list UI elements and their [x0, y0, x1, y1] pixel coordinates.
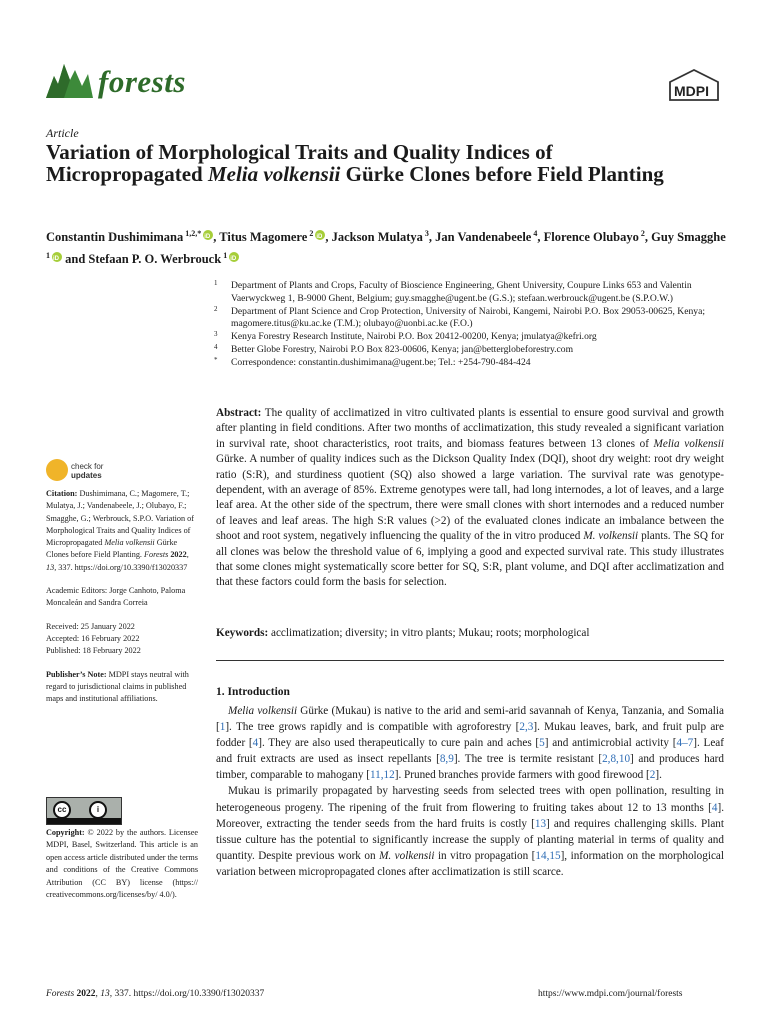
citation-link[interactable]: 14,15 — [535, 849, 561, 862]
affiliation-item — [214, 357, 726, 370]
academic-editors: Academic Editors: Jorge Canhoto, Paloma Moncaleán and Sandra Correia — [46, 586, 186, 608]
note-text: MDPI stays neutral with regard to jurisdictional claims in published maps and institutional affiliations. — [46, 669, 189, 704]
author-name: Florence Olubayo — [543, 230, 639, 245]
paragraph — [216, 783, 724, 880]
affiliation-marker: 3 — [214, 330, 218, 339]
author-affiliation-marker: 1 — [221, 251, 228, 261]
footer-doi: 337. https://doi.org/10.3390/f13020337 — [112, 989, 265, 999]
section-divider — [216, 660, 724, 661]
author-name: Jan Vandenabeele — [435, 230, 532, 245]
author-name: Guy Smagghe — [651, 230, 726, 245]
affiliation-text: Department of Plant Science and Crop Protection, University of Nairobi, Kangemi, Nairobi P.O. Box 29053-00625, Kenya; magomere.titus@ku.ac.ke (T.M.); olubayo@uonbi.ac.ke (F.O.) — [231, 305, 705, 330]
article-type: Article — [46, 126, 79, 140]
orcid-icon[interactable] — [203, 230, 213, 240]
author-affiliation-marker: 1 — [46, 251, 50, 261]
author-affiliation-marker: 3 — [422, 229, 429, 238]
affiliation-item — [214, 306, 726, 332]
abstract-text: Gürke. A number of quality indices such as the Dickson Quality Index (DQI), shoot dry weight: root dry weight ratio (S:R), and sturdiness quotient (SQ) also showed a large variation. The survival rate was genotype-dependent, with an average of 85%. Extreme genotypes were tall, had long internodes, a lot of leaves, and a large leaf area. At the other side of the spectrum, there were small clones with short internodes and a reduced number of leaves and leaf areas. The high S:R values (>2) of the evaluated clones indicate an imbalance between the shoot and root system, negatively influencing the quality of the in vitro produced — [216, 453, 724, 543]
citation-link[interactable]: 4 — [711, 801, 718, 814]
citation-journal: Forests — [144, 550, 169, 560]
copyright-notice — [46, 827, 198, 901]
author-affiliation-marker: 4 — [531, 229, 538, 238]
journal-name: forests — [98, 64, 186, 99]
affiliation-marker: 1 — [214, 279, 218, 287]
text: ]. Moreover, extracting the tender seeds from the hard fruits is costly [ — [216, 801, 724, 830]
affiliation-item — [214, 331, 726, 344]
check-updates-icon — [46, 459, 68, 481]
citation-volume: , 13, — [46, 550, 189, 572]
species-name: M. volkensii — [379, 849, 435, 862]
cc-icon: cc — [53, 801, 71, 819]
text: Gürke (Mukau) is native to the arid and semi-arid savannah of Kenya, Tanzania, and Somalia [ — [216, 705, 724, 734]
dates-block — [46, 621, 198, 658]
text: ]. — [655, 769, 662, 782]
author-affiliation-marker: 2 — [307, 229, 314, 238]
text: ], information on the morphological variation between micropropagated clones after acclimatization is still scarce. — [216, 849, 724, 878]
title-part: Variation of Morphological Traits and Quality Indices of Micropropagated — [46, 140, 553, 186]
orcid-icon[interactable] — [52, 252, 62, 262]
orcid-icon[interactable] — [229, 252, 239, 262]
attribution-icon: i — [89, 801, 107, 819]
citation-link[interactable]: 2,3 — [519, 721, 534, 734]
species-name: Melia volkensii — [228, 705, 298, 717]
abstract-species: M. volkensii — [583, 530, 639, 543]
published-date: Published: 18 February 2022 — [46, 646, 141, 656]
citation-link[interactable]: 8,9 — [439, 753, 454, 766]
received-date: Received: 25 January 2022 — [46, 621, 135, 631]
journal-logo — [44, 58, 244, 108]
paragraph — [216, 703, 724, 783]
introduction-body — [216, 703, 724, 880]
text: ] and requires challenging skills. Plant tissue culture has the potential to significantly increase the supply of planting material in terms of quality and quantity. Despite previous work on — [216, 817, 724, 862]
citation-species: Melia volkensii — [104, 538, 155, 548]
affiliation-text: Better Globe Forestry, Nairobi P.O Box 823-00606, Kenya; jan@betterglobeforestry.com — [231, 343, 574, 355]
section-heading: 1. Introduction — [216, 686, 290, 698]
check-for-updates-button[interactable] — [46, 459, 166, 485]
abstract-label: Abstract: — [216, 407, 262, 419]
footer-journal: Forests — [46, 989, 75, 999]
cc-by-license-icon[interactable] — [46, 797, 122, 825]
keywords-label: Keywords: — [216, 627, 269, 639]
author-affiliation-marker: 1,2,* — [183, 229, 202, 238]
note-label: Publisher’s Note: — [46, 669, 107, 679]
author-affiliation-marker: 2 — [638, 229, 645, 238]
author-name: Jackson Mulatya — [331, 230, 423, 245]
check-line: check for — [71, 462, 104, 471]
citation-link[interactable]: 4 — [252, 737, 259, 750]
text: ]. They are also used therapeutically to cure pain and aches [ — [258, 737, 540, 750]
footer-journal-url[interactable]: https://www.mdpi.com/journal/forests — [538, 989, 683, 999]
abstract — [216, 406, 724, 591]
text: ]. The tree grows rapidly and is compatible with agroforestry [ — [225, 721, 520, 734]
affiliation-item — [214, 344, 726, 357]
footer-volume: , 13, — [95, 989, 113, 999]
keywords — [216, 626, 724, 641]
by-bar — [47, 818, 121, 824]
author-name: Stefaan P. O. Werbrouck — [88, 252, 222, 267]
citation-label: Citation: — [46, 489, 78, 498]
affiliation-marker: * — [214, 355, 218, 364]
citation-link[interactable]: 2 — [649, 769, 656, 782]
citation-link[interactable]: 5 — [539, 737, 545, 750]
author-list: Constantin Dushimimana $^{1,2,*}$iD , Titus Magomere $^2$iD , Jackson Mulatya $^3$, Jan Vandenabeele $^4$, Florence Olubayo $^2$, Guy Smagghe $^1$iD and Stefaan P. O. Werbrouck $^1$iD — [46, 225, 726, 268]
title-species: Melia volkensii — [207, 162, 341, 186]
publisher-logo — [666, 68, 722, 104]
citation-link[interactable]: 1 — [219, 721, 226, 734]
affiliation-marker: 4 — [214, 342, 218, 351]
copyright-text: © 2022 by the authors. Licensee MDPI, Basel, Switzerland. This article is an open access article distributed under the terms and conditions of the Creative Commons Attribution (CC BY) license (https:// creativecommons.org/licenses/by/ 4.0/). — [46, 828, 198, 900]
text: ]. The tree is termite resistant [ — [453, 753, 603, 766]
author-name: Constantin Dushimimana — [46, 230, 184, 245]
text: ] and antimicrobial activity [ — [544, 737, 677, 750]
text: ]. Leaf and fruit extracts are used as insect repellants [ — [216, 737, 724, 766]
citation-link[interactable]: 13 — [534, 817, 547, 830]
affiliations — [214, 280, 726, 370]
citation-text: Dushimimana, C.; Magomere, T.; Mulatya, J.; Vandenabeele, J.; Olubayo, F.; Smagghe, G.; Werbrouck, S.P.O. Variation of Morphological Traits and Quality Indices of Micropropagated — [46, 489, 194, 548]
orcid-icon[interactable] — [315, 230, 325, 240]
citation-link[interactable]: 11,12 — [369, 769, 395, 782]
affiliation-item — [214, 280, 726, 306]
publisher-name: MDPI — [674, 83, 709, 99]
abstract-species: Melia volkensii — [653, 437, 724, 450]
text: ]. Pruned branches provide farmers with good firewood [ — [394, 769, 650, 782]
check-line: updates — [71, 471, 102, 480]
text: in vitro propagation [ — [434, 849, 536, 862]
title-part: Gürke Clones before Field Planting — [340, 162, 664, 186]
citation-block — [46, 488, 198, 574]
citation-link[interactable]: 2,8,10 — [602, 753, 631, 766]
text: ]. Mukau leaves, bark, and fruit pulp are fodder [ — [216, 721, 724, 750]
article-info-sidebar — [46, 488, 198, 716]
publisher-note — [46, 669, 198, 706]
copyright-label: Copyright: — [46, 828, 85, 837]
citation-text: Gürke Clones before Field Planting. — [46, 538, 178, 560]
text: ] and produces hard timber, comparable to mahogany [ — [216, 753, 724, 782]
footer-citation — [46, 989, 264, 999]
citation-doi: 337. https://doi.org/10.3390/f13020337 — [56, 562, 188, 572]
citation-link[interactable]: 4–7 — [676, 737, 694, 750]
check-updates-label — [71, 462, 103, 480]
affiliation-text: Kenya Forestry Research Institute, Nairobi P.O. Box 20412-00200, Kenya; jmulatya@kefri.org — [231, 331, 597, 343]
abstract-text: The quality of acclimatized in vitro cultivated plants is essential to ensure good survival and growth after planting in field conditions. After two months of acclimatization, this study revealed a significant variation in survival rate, shoot characteristics, root traits, and biomass features between 13 clones of — [216, 407, 724, 450]
affiliation-text: Department of Plants and Crops, Faculty of Bioscience Engineering, Ghent University, Coupure Links 653 and Valentin Vaerwyckweg 1, B-9000 Ghent, Belgium; guy.smagghe@ugent.be (G.S.); stefaan.werbrouck@ugent.be (S.P.O.W.) — [231, 280, 692, 304]
forest-trees-icon — [44, 58, 94, 100]
accepted-date: Accepted: 16 February 2022 — [46, 633, 140, 643]
affiliation-text: Correspondence: constantin.dushimimana@ugent.be; Tel.: +254-790-484-424 — [231, 356, 531, 368]
author-name: Titus Magomere — [219, 230, 308, 245]
affiliation-marker: 2 — [214, 304, 218, 313]
abstract-text: plants. The SQ for all clones was below the threshold value of 6, implying a good and expected survival rate. This study illustrates that some clones might systematically score better for SQ, S:R, plant volume, and DQI after acclimatization and that these factors could form the basis for selection. — [216, 530, 724, 589]
keywords-text: acclimatization; diversity; in vitro plants; Mukau; roots; morphological — [268, 627, 590, 639]
citation-year: 2022 — [168, 550, 187, 560]
footer-year: 2022 — [74, 989, 96, 999]
article-title — [46, 141, 706, 185]
text: Mukau is primarily propagated by harvesting seeds from selected trees with open pollination, resulting in heterogeneous progeny. The ripening of the fruit from flowering to fruiting takes about 12 to 13 months [ — [216, 785, 724, 814]
